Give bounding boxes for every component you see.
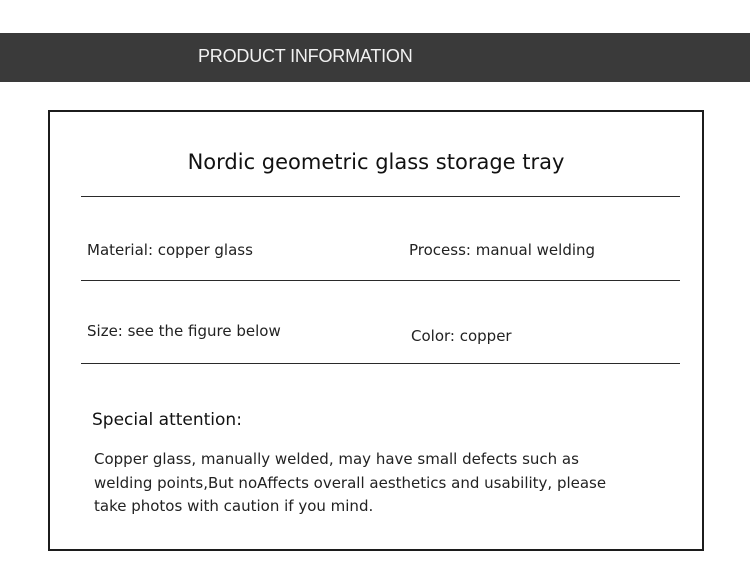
header-bar (0, 33, 750, 82)
spec-size: Size: see the figure below (87, 322, 281, 340)
header-title: PRODUCT INFORMATION (198, 46, 413, 66)
attention-body: Copper glass, manually welded, may have small defects such as welding points,But noAffects overall aesthetics and usability, please take photos with caution if you mind. (94, 450, 607, 515)
spec-process: Process: manual welding (409, 241, 596, 259)
divider (81, 363, 680, 364)
divider (81, 280, 680, 281)
product-name: Nordic geometric glass storage tray (187, 150, 565, 174)
divider (81, 196, 680, 197)
product-info-card (48, 110, 704, 551)
attention-title: Special attention: (92, 410, 242, 430)
spec-color: Color: copper (411, 327, 512, 345)
spec-material: Material: copper glass (87, 241, 253, 259)
